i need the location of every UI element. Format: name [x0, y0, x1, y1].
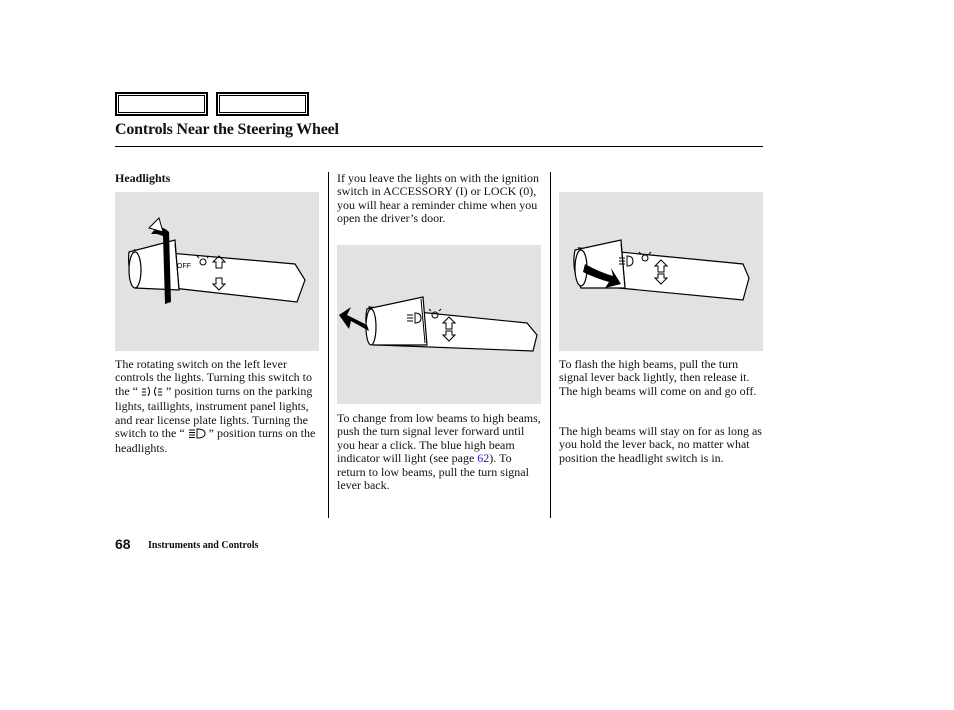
- column-divider-2: [550, 172, 551, 518]
- svg-text:OFF: OFF: [177, 263, 191, 270]
- nav-tab-1[interactable]: [115, 92, 208, 116]
- headlight-switch-figure: [115, 192, 319, 351]
- lights-reminder-text: If you leave the lights on with the ignition switch in ACCESSORY (I) or LOCK (0), you will hear a reminder chime when you open the driver’s door.: [337, 171, 539, 226]
- high-beam-push-figure: [337, 245, 541, 404]
- high-beam-flash-figure: [559, 192, 763, 351]
- section-heading-headlights: Headlights: [115, 171, 171, 185]
- nav-tab-2[interactable]: [216, 92, 309, 116]
- section-footer-title: Instruments and Controls: [148, 540, 259, 551]
- column-divider-1: [328, 172, 329, 518]
- high-beams-hold-text: The high beams will stay on for as long as you hold the lever back, no matter what position the headlight switch is in.: [559, 424, 762, 465]
- parking-light-icon: [141, 386, 163, 400]
- high-beam-push-text: To change from low beams to high beams, push the turn signal lever forward until you hear a click. The blue high beam indicator will light (see page 62). To return to low beams, pull the turn signal lever back.: [337, 411, 541, 493]
- page-number: 68: [115, 536, 131, 552]
- page-62-link[interactable]: 62: [477, 451, 490, 466]
- page-title: Controls Near the Steering Wheel: [115, 121, 339, 138]
- flash-high-beams-text: To flash the high beams, pull the turn signal lever back lightly, then release it. The high beams will come on and go off.: [559, 357, 757, 398]
- headlight-icon: [188, 428, 206, 442]
- headlight-switch-description: The rotating switch on the left lever controls the lights. Turning this switch to the “ ” position turns on the parking lights, taillights, instrument panel lights, and rear license plate lights. Turning the switch to the “ ” position turns on the headlights.: [115, 357, 316, 456]
- title-rule: [115, 146, 763, 147]
